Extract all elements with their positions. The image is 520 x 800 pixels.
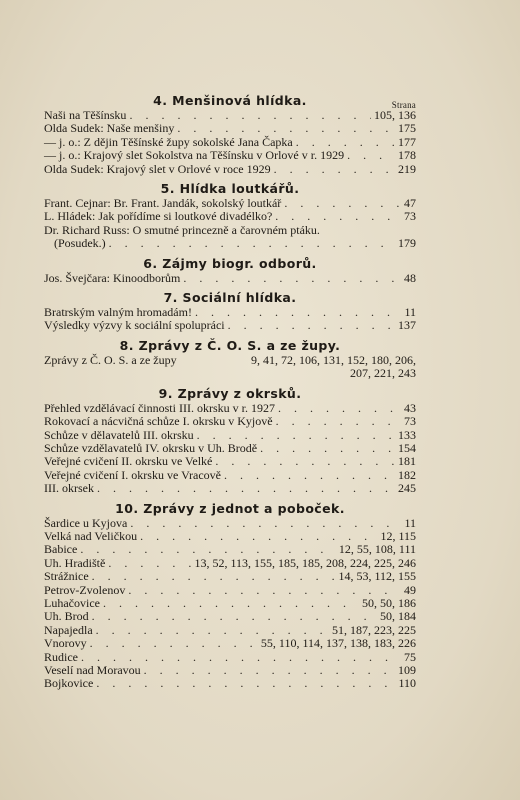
toc-entry [44,597,416,610]
entry-title: Velká nad Veličkou [44,528,138,543]
dot-leader [92,570,336,583]
entry-title: Veselí nad Moravou [44,663,141,677]
entry-title: Bojkovice [44,676,94,691]
toc-entry [44,651,416,664]
dot-leader [228,319,395,332]
entry-title: Rudice [44,649,78,664]
entry-title: Veřejné cvičení II. okrsku ve Velké [44,454,213,469]
toc-section [44,385,416,496]
entry-title: Napajedla [44,622,93,637]
toc-entry [44,109,416,122]
toc-section [44,180,416,251]
section-heading: 5. Hlídka loutkářů. [160,181,300,197]
toc-entry [44,530,416,543]
entry-title: Naši na Těšínsku [44,108,127,122]
dot-leader [177,122,395,135]
entry-title: L. Hládek: Jak pořídíme si loutkové divadélko? [44,209,273,224]
toc-entry [44,136,416,149]
entry-pages: 49 [404,582,416,597]
entry-title: Uh. Brod [44,609,89,624]
dot-leader [129,109,371,122]
toc-entry [44,517,416,530]
entry-pages: 47 [404,196,416,211]
entry-pages: 177 [398,134,416,149]
toc-entry [44,429,416,442]
entry-title: Jos. Švejčara: Kinoodborům [44,270,181,285]
entry-title: Olda Sudek: Naše menšiny [44,121,175,136]
entry-title: Zprávy z Č. O. S. a ze župy [44,352,177,367]
entry-pages: 175 [398,121,416,136]
dot-leader [81,651,401,664]
toc-entry [44,610,416,623]
toc-entry [44,237,416,250]
toc-entry [44,557,416,570]
entry-title: Přehled vzdělávací činnosti III. okrsku v r. 1927 [44,400,275,415]
entry-pages: 75 [404,649,416,664]
toc-entry [44,122,416,135]
toc-entry [44,584,416,597]
entry-title: Luhačovice [44,595,100,610]
dot-leader [274,163,395,176]
entry-title: Šardice u Kyjova [44,515,128,530]
dot-leader [296,136,395,149]
entry-pages: 11 [404,515,416,530]
entry-title: III. okrsek [44,481,94,496]
toc-entry [44,664,416,677]
entry-title: Dr. Richard Russ: O smutné princezně a čarovném ptáku. [44,222,320,237]
dot-leader [140,530,377,543]
entry-pages: 55, 110, 114, 137, 138, 183, 226 [260,636,416,651]
dot-leader [103,597,359,610]
entry-pages: 219 [398,161,416,176]
toc-entry [44,306,416,319]
entry-title: Uh. Hradiště [44,555,106,570]
entry-pages: 11 [404,305,416,320]
dot-leader [284,197,401,210]
entry-title: Rokovací a nácvičná schůze I. okrsku v Kyjově [44,414,273,429]
entry-title: Strážnice [44,569,89,584]
dot-leader [90,637,258,650]
entry-pages: 105, 136 [374,108,416,122]
dot-leader [80,543,336,556]
section-heading: 6. Zájmy biogr. odborů. [143,255,317,271]
dot-leader [109,237,395,250]
dot-leader [260,442,395,455]
entry-pages: 50, 184 [380,609,416,624]
entry-pages: 137 [398,318,416,333]
dot-leader [278,402,401,415]
toc-entry [44,224,416,237]
entry-title: — j. o.: Z dějin Těšínské župy sokolské Jana Čapka [44,134,293,149]
dot-leader [276,415,401,428]
entry-title: Schůze vzdělavatelů IV. okrsku v Uh. Brodě [44,440,258,455]
entry-pages: 9, 41, 72, 106, 131, 152, 180, 206, [251,352,416,367]
entry-pages: 14, 53, 112, 155 [338,569,416,584]
entry-title: Bratrským valným hromadám! [44,305,192,320]
toc-entry [44,624,416,637]
entry-pages: 179 [398,236,416,251]
toc-section [44,92,416,176]
entry-pages: 73 [404,209,416,224]
section-heading: 10. Zprávy z jednot a poboček. [115,500,345,516]
entry-title: Veřejné cvičení I. okrsku ve Vracově [44,467,221,482]
toc-entry [44,319,416,332]
entry-pages: 48 [404,270,416,285]
entry-pages: 178 [398,148,416,163]
dot-leader [195,306,401,319]
toc-entry [44,402,416,415]
toc-section [44,289,416,333]
entry-pages: 133 [398,427,416,442]
entry-pages: 109 [398,663,416,677]
dot-leader [97,482,395,495]
entry-title: Schůze v dělavatelů III. okrsku [44,427,194,442]
entry-title: (Posudek.) [54,236,106,251]
section-heading: 7. Sociální hlídka. [163,290,297,306]
entry-pages: 43 [404,400,416,415]
toc-entry [44,543,416,556]
toc-entry [44,455,416,468]
entry-pages: 110 [398,676,416,691]
toc-entry [44,469,416,482]
toc-entry [44,570,416,583]
dot-leader [183,272,401,285]
entry-pages: 13, 52, 113, 155, 185, 185, 208, 224, 225, 246 [194,555,416,570]
toc-entry [44,149,416,162]
dot-leader [128,584,401,597]
entry-pages: 181 [398,454,416,469]
entry-title: Frant. Cejnar: Br. Frant. Jandák, sokolský loutkář [44,196,282,211]
dot-leader [108,557,191,570]
entry-pages: 50, 50, 186 [362,595,416,610]
toc-entry [44,197,416,210]
entry-title: Výsledky výzvy k sociální spolupráci [44,318,225,333]
toc-entry [44,415,416,428]
entry-title: Babice [44,542,78,557]
entry-pages: 154 [398,440,416,455]
section-heading: 9. Zprávy z okrsků. [158,385,302,401]
toc-entry [44,677,416,690]
toc-section [44,337,416,381]
toc-entry [44,637,416,650]
dot-leader [96,624,329,637]
entry-title: — j. o.: Krajový slet Sokolstva na Těšínsku v Orlové v r. 1929 [44,148,345,163]
entry-title: Vnorovy [44,636,87,651]
dot-leader [215,455,395,468]
entry-pages: 182 [398,467,416,482]
entry-pages: 73 [404,414,416,429]
entry-pages-continued: 207, 221, 243 [350,366,416,381]
dot-leader [275,210,401,223]
toc-entry [44,354,416,381]
entry-title: Olda Sudek: Krajový slet v Orlové v roce 1929 [44,161,271,176]
toc-entry [44,163,416,176]
page-column-label: Strana [391,100,416,110]
toc-entry [44,442,416,455]
toc-entry [44,210,416,223]
entry-pages: 51, 187, 223, 225 [332,622,416,637]
toc-entry [44,272,416,285]
section-heading: 4. Menšinová hlídka. [153,93,307,108]
entry-pages: 245 [398,481,416,496]
toc-section [44,500,416,691]
toc-entry [44,482,416,495]
entry-pages: 12, 55, 108, 111 [338,542,416,557]
dot-leader [92,610,377,623]
section-heading: 8. Zprávy z Č. O. S. a ze župy. [119,337,341,353]
toc-section [44,255,416,285]
dot-leader [144,664,395,677]
dot-leader [197,429,395,442]
table-of-contents [44,92,416,695]
entry-pages: 12, 115 [380,528,416,543]
dot-leader [224,469,395,482]
dot-leader [130,517,401,530]
entry-title: Petrov-Zvolenov [44,582,126,597]
dot-leader [347,149,395,162]
dot-leader [96,677,395,690]
